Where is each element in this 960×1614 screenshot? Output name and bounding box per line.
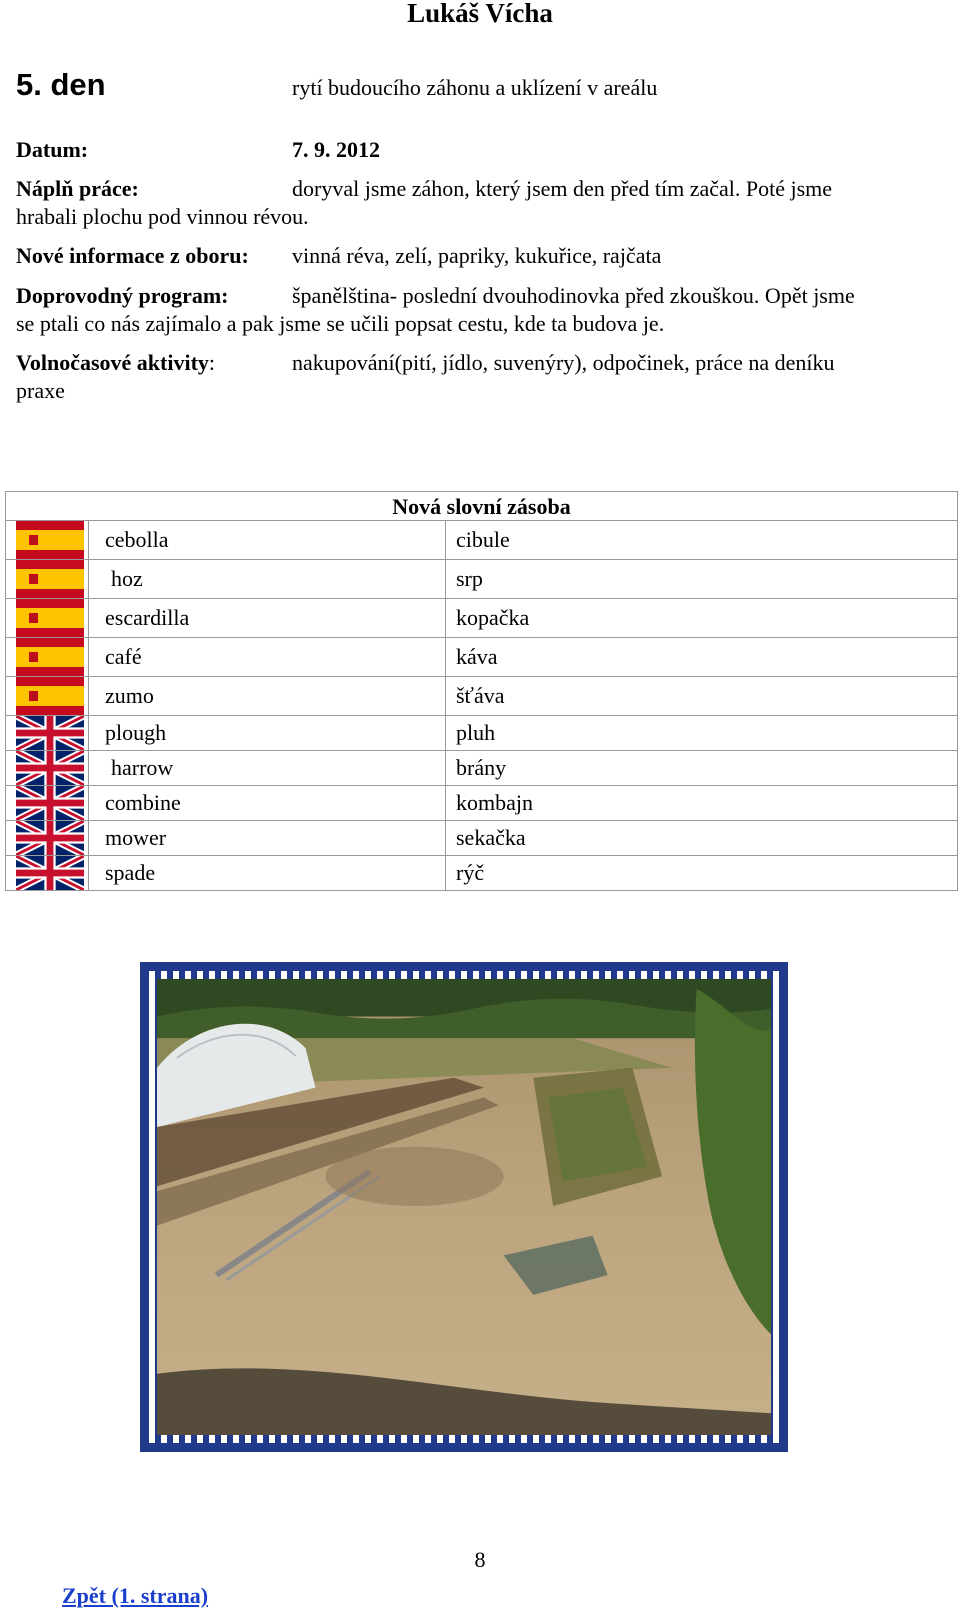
spain-flag-icon (16, 638, 84, 676)
vocabulary-row (6, 786, 958, 821)
uk-flag-icon (16, 856, 84, 890)
vocabulary-translation: kopačka (446, 599, 958, 638)
info-row (16, 242, 931, 270)
spain-flag-icon (16, 677, 84, 715)
vocabulary-word: café (89, 638, 446, 677)
vocabulary-translation: brány (446, 751, 958, 786)
vocabulary-translation: pluh (446, 716, 958, 751)
vocabulary-row (6, 638, 958, 677)
work-value-continued: hrabali plochu pod vinnou révou. (16, 204, 309, 229)
info-value: vinná réva, zelí, papriky, kukuřice, rajčata (292, 243, 662, 268)
work-row (16, 175, 931, 231)
date-label: Datum: (16, 137, 89, 162)
back-to-first-page-link[interactable]: Zpět (1. strana) (62, 1583, 209, 1608)
vocabulary-row (6, 856, 958, 891)
work-label: Náplň práce: (16, 176, 139, 201)
vocabulary-row (6, 751, 958, 786)
vocabulary-word: cebolla (89, 521, 446, 560)
vocabulary-header-row (6, 492, 958, 521)
vocabulary-row (6, 599, 958, 638)
work-value: doryval jsme záhon, který jsem den před tím začal. Poté jsme (292, 176, 833, 201)
author-title: Lukáš Vícha (407, 0, 553, 28)
leisure-value: nakupování(pití, jídlo, suvenýry), odpočinek, práce na deníku (292, 350, 835, 375)
vocabulary-row (6, 821, 958, 856)
day-description: rytí budoucího záhonu a uklízení v areálu (292, 75, 658, 100)
day-heading: 5. den (16, 67, 106, 102)
vocabulary-translation: šťáva (446, 677, 958, 716)
uk-flag-icon (16, 821, 84, 855)
vocabulary-table (5, 491, 958, 891)
garden-photo-frame (140, 962, 788, 1452)
vocabulary-row (6, 716, 958, 751)
vocabulary-translation: sekačka (446, 821, 958, 856)
vocabulary-translation: rýč (446, 856, 958, 891)
leisure-row (16, 349, 931, 405)
vocabulary-word: zumo (89, 677, 446, 716)
vocabulary-word: mower (89, 821, 446, 856)
vocabulary-word: plough (89, 716, 446, 751)
program-value: španělština- poslední dvouhodinovka před zkouškou. Opět jsme (292, 283, 855, 308)
vocabulary-translation: srp (446, 560, 958, 599)
vocabulary-row (6, 677, 958, 716)
garden-photo (157, 979, 771, 1435)
vocabulary-translation: káva (446, 638, 958, 677)
vocabulary-word: spade (89, 856, 446, 891)
program-label: Doprovodný program: (16, 283, 229, 308)
vocabulary-translation: kombajn (446, 786, 958, 821)
spain-flag-icon (16, 560, 84, 598)
spain-flag-icon (16, 521, 84, 559)
info-label: Nové informace z oboru: (16, 243, 249, 268)
vocabulary-title: Nová slovní zásoba (6, 492, 958, 521)
leisure-colon: : (208, 350, 216, 375)
vocabulary-row (6, 521, 958, 560)
leisure-value-continued: praxe (16, 378, 65, 403)
date-value: 7. 9. 2012 (292, 137, 380, 162)
uk-flag-icon (16, 786, 84, 820)
vocabulary-word: combine (89, 786, 446, 821)
vocabulary-row (6, 560, 958, 599)
date-row (16, 136, 931, 164)
vocabulary-translation: cibule (446, 521, 958, 560)
vocabulary-word: hoz (89, 560, 446, 599)
uk-flag-icon (16, 716, 84, 750)
uk-flag-icon (16, 751, 84, 785)
vocabulary-word: harrow (89, 751, 446, 786)
spain-flag-icon (16, 599, 84, 637)
program-value-continued: se ptali co nás zajímalo a pak jsme se učili popsat cestu, kde ta budova je. (16, 311, 665, 336)
leisure-label: Volnočasové aktivity (16, 350, 209, 375)
program-row (16, 282, 931, 338)
page-number: 8 (474, 1547, 486, 1572)
vocabulary-word: escardilla (89, 599, 446, 638)
